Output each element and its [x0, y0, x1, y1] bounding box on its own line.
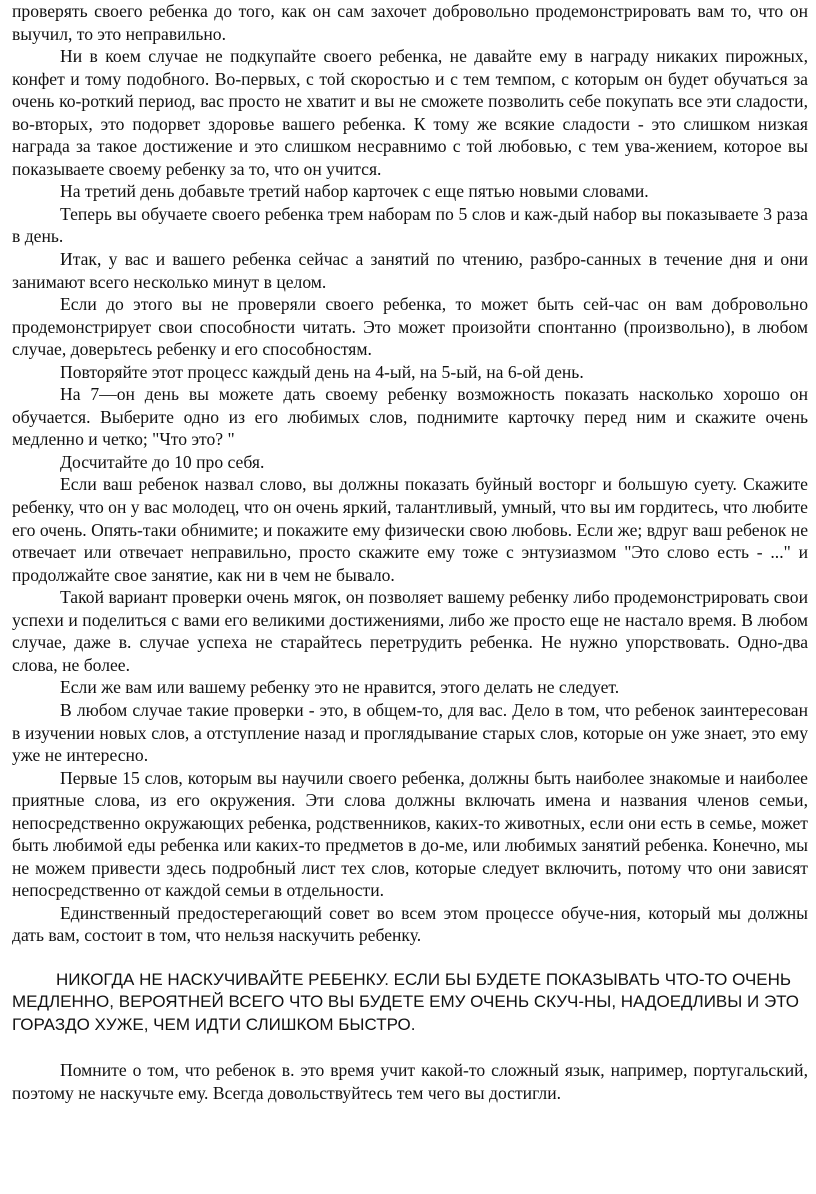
paragraph-10: Если ваш ребенок назвал слово, вы должны показать буйный восторг и большую суету. Скажите ребенку, что он у вас молодец, что он очень яркий, талантливый, умный, что вы им гордитесь, что любите его очень. Опять-таки обнимите; и покажите ему физически свою любовь. Если же; вдруг ваш ребенок не отвечает или отвечает неправильно, просто скажите ему тоже с энтузиазмом "Это слово есть - ..." и продолжайте свое занятие, как ни в чем не бывало.	[12, 474, 808, 585]
final-paragraph: Помните о том, что ребенок в. это время учит какой-то сложный язык, например, португальский, поэтому не наскучьте ему. Всегда довольствуйтесь тем чего вы достигли.	[12, 1060, 808, 1104]
paragraph-13: В любом случае такие проверки - это, в общем-то, для вас. Дело в том, что ребенок заинтересован в изучении новых слов, а отступление назад и проглядывание старых слов, которые он уже знает, это ему уже не интересно.	[12, 699, 808, 766]
paragraph-3: На третий день добавьте третий набор карточек с еще пятью новыми словами.	[60, 181, 649, 202]
paragraph-1: проверять своего ребенка до того, как он сам захочет добровольно продемонстрировать вам то, что он выучил, то это неправильно.	[12, 1, 808, 44]
paragraph-5: Итак, у вас и вашего ребенка сейчас а занятий по чтению, разбро-санных в течение дня и они занимают всего несколько минут в целом.	[12, 249, 808, 292]
paragraph-4: Теперь вы обучаете своего ребенка трем наборам по 5 слов и каж-дый набор вы показываете 3 раза в день.	[12, 203, 808, 247]
document-page	[12, 0, 808, 1105]
warning-paragraph: НИКОГДА НЕ НАСКУЧИВАЙТЕ РЕБЕНКУ. ЕСЛИ БЫ БУДЕТЕ ПОКАЗЫВАТЬ ЧТО-ТО ОЧЕНЬ МЕДЛЕННО, ВЕРОЯТНЕЙ ВСЕГО ЧТО ВЫ БУДЕТЕ ЕМУ ОЧЕНЬ СКУЧ-НЫ, НАДОЕДЛИВЫ И ЭТО ГОРАЗДО ХУЖЕ, ЧЕМ ИДТИ СЛИШКОМ БЫСТРО.	[12, 969, 800, 1034]
paragraph-2: Ни в коем случае не подкупайте своего ребенка, не давайте ему в награду никаких пирожных, конфет и тому подобного. Во-первых, с той скоростью и с тем темпом, с которым он будет обучаться за очень ко-роткий период, вас просто не хватит и вы не сможете позволить себе покупать все эти сладости, во-вторых, это подорвет здоровье вашего ребенка. К тому же всякие сладости - это слишком низкая награда за такое достижение и это слишком несравнимо с той любовью, с тем ува-жением, которое вы показываете своему ребенку за то, что он учится.	[12, 46, 808, 179]
paragraph-12: Если же вам или вашему ребенку это не нравится, этого делать не следует.	[60, 677, 620, 698]
paragraph-7: Повторяйте этот процесс каждый день на 4-ый, на 5-ый, на 6-ой день.	[60, 361, 584, 382]
paragraph-15: Единственный предостерегающий совет во всем этом процессе обуче-ния, который мы должны дать вам, состоит в том, что нельзя наскучить ребенку.	[12, 902, 808, 946]
paragraph-14: Первые 15 слов, которым вы научили своего ребенка, должны быть наиболее знакомые и наиболее приятные слова, из его окружения. Эти слова должны включать имена и названия членов семьи, непосредственно окружающих ребенка, родственников, каких-то животных, если они есть в семье, может быть любимой еды ребенка или каких-то предметов в до-ме, или любимых занятий ребенка. Конечно, мы не можем привести здесь подробный лист тех слов, которые следует включить, потому что они зависят непосредственно от каждой семьи в отдельности.	[12, 767, 808, 901]
paragraph-9: Досчитайте до 10 про себя.	[60, 451, 265, 472]
paragraph-11: Такой вариант проверки очень мягок, он позволяет вашему ребенку либо продемонстрировать свои успехи и поделиться с вами его великими достижениями, либо же просто еще не настало время. В любом случае, даже в. случае успеха не старайтесь перетрудить ребенка. Не нужно упорствовать. Одно-два слова, не более.	[12, 587, 808, 675]
paragraph-6: Если до этого вы не проверяли своего ребенка, то может быть сей-час он вам добровольно продемонстрирует свои способности читать. Это может произойти спонтанно (произвольно), в любом случае, доверьтесь ребенку и его способностям.	[12, 294, 808, 360]
paragraph-8: На 7—он день вы можете дать своему ребенку возможность показать насколько хорошо он обучается. Выберите одно из его любимых слов, поднимите карточку перед ним и скажите очень медленно и четко; "Что это? "	[12, 384, 808, 450]
